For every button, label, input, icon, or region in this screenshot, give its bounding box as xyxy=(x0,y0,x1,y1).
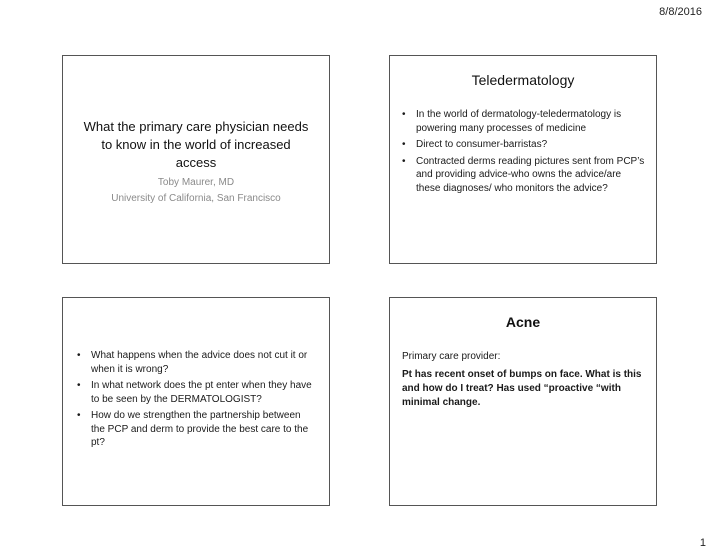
case-label: Primary care provider: xyxy=(402,351,501,362)
bullet-item xyxy=(75,409,315,450)
case-question: Pt has recent onset of bumps on face. What is this and how do I treat? Has used “proactive “with minimal change. xyxy=(402,369,642,408)
bullet-text: Contracted derms reading pictures sent from PCP’s and providing advice-who owns the advice/are these diagnoses/ who monitors the advice? xyxy=(416,155,645,194)
bullet-item xyxy=(75,349,315,376)
bullet-text: In what network does the pt enter when they have to be seen by the DERMATOLOGIST? xyxy=(91,380,312,405)
bullet-icon: • xyxy=(77,380,81,391)
bullet-icon: • xyxy=(402,155,406,167)
page-number: 1 xyxy=(699,537,706,549)
bullet-list xyxy=(400,108,646,198)
bullet-text: In the world of dermatology-teledermatology is powering many processes of medicine xyxy=(416,109,622,134)
slide-questions xyxy=(62,297,330,506)
bullet-item xyxy=(75,379,315,406)
author-name: Toby Maurer, MD xyxy=(157,177,235,188)
presentation-title: What the primary care physician needs to know in the world of increased access xyxy=(83,119,309,170)
bullet-list xyxy=(75,349,315,453)
bullet-text: How do we strengthen the partnership between the PCP and derm to provide the best care to the pt? xyxy=(91,410,309,448)
slide-heading: Teledermatology xyxy=(471,72,575,88)
slide-title xyxy=(62,55,330,264)
bullet-item xyxy=(400,155,646,196)
bullet-text: Direct to consumer-barristas? xyxy=(416,139,548,150)
page-date: 8/8/2016 xyxy=(659,6,702,18)
bullet-text: What happens when the advice does not cut it or when it is wrong? xyxy=(91,350,308,375)
slide-teledermatology xyxy=(389,55,657,264)
bullet-icon: • xyxy=(402,109,406,120)
slide-acne xyxy=(389,297,657,506)
bullet-icon: • xyxy=(402,139,406,150)
bullet-item xyxy=(400,138,646,152)
title-block xyxy=(63,118,329,206)
case-body xyxy=(402,350,644,410)
author-affiliation: University of California, San Francisco xyxy=(111,193,281,204)
bullet-icon: • xyxy=(77,350,81,361)
bullet-item xyxy=(400,108,646,135)
slide-heading: Acne xyxy=(505,314,541,330)
bullet-icon: • xyxy=(77,410,81,421)
